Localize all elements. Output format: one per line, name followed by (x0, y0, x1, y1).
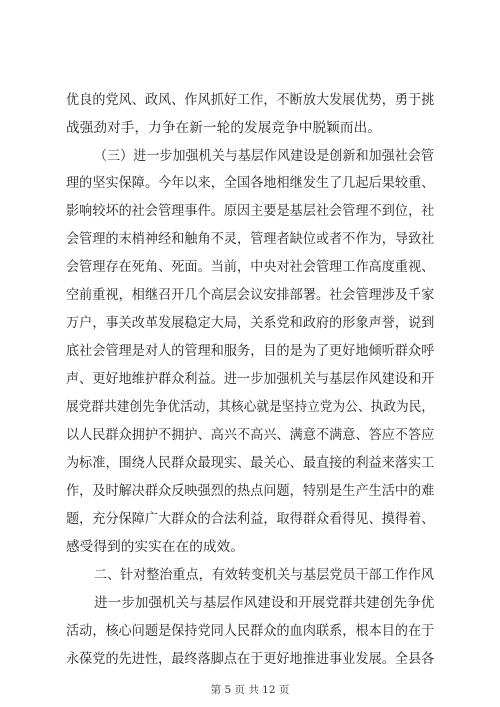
text-line: 声、更好地维护群众利益。进一步加强机关与基层作风建设和开 (66, 371, 435, 387)
text-line: 影响较坏的社会管理事件。原因主要是基层社会管理不到位，社 (66, 203, 435, 219)
text-line: 优良的党风、政风、作风抓好工作，不断放大发展优势，勇于挑 (66, 92, 435, 108)
text-line: 活动，核心问题是保持党同人民群众的血肉联系，根本目的在于 (66, 623, 435, 639)
text-line: 会管理存在死角、死面。当前，中央对社会管理工作高度重视、 (66, 259, 435, 275)
text-line: 作，及时解决群众反映强烈的热点问题，特别是生产生活中的难 (66, 483, 435, 499)
text-line: 以人民群众拥护不拥护、高兴不高兴、满意不满意、答应不答应 (66, 427, 435, 443)
page-footer: 第 5 页 共 12 页 (210, 684, 290, 696)
text-line: 进一步加强机关与基层作风建设和开展党群共建创先争优 (94, 595, 435, 611)
section-heading: 二、针对整治重点，有效转变机关与基层党员干部工作作风 (94, 567, 435, 583)
text-line: 题，充分保障广大群众的合法利益，取得群众看得见、摸得着、 (66, 511, 435, 527)
text-line: 会管理的末梢神经和触角不灵，管理者缺位或者不作为，导致社 (66, 231, 435, 247)
text-line: （三）进一步加强机关与基层作风建设是创新和加强社会管 (94, 148, 435, 164)
text-line: 空前重视，相继召开几个高层会议安排部署。社会管理涉及千家 (66, 287, 435, 303)
text-line: 战强劲对手，力争在新一轮的发展竞争中脱颖而出。 (66, 120, 381, 136)
text-line: 理的坚实保障。今年以来，全国各地相继发生了几起后果较重、 (66, 175, 435, 191)
text-line: 为标准，围绕人民群众最现实、最关心、最直接的利益来落实工 (66, 455, 435, 471)
text-line: 展党群共建创先争优活动，其核心就是坚持立党为公、执政为民， (66, 399, 435, 415)
text-line: 感受得到的实实在在的成效。 (66, 539, 245, 555)
text-line: 底社会管理是对人的管理和服务，目的是为了更好地倾听群众呼 (66, 343, 435, 359)
text-line: 万户，事关改革发展稳定大局，关系党和政府的形象声誉，说到 (66, 315, 435, 331)
text-line: 永葆党的先进性，最终落脚点在于更好地推进事业发展。全县各 (66, 651, 435, 667)
